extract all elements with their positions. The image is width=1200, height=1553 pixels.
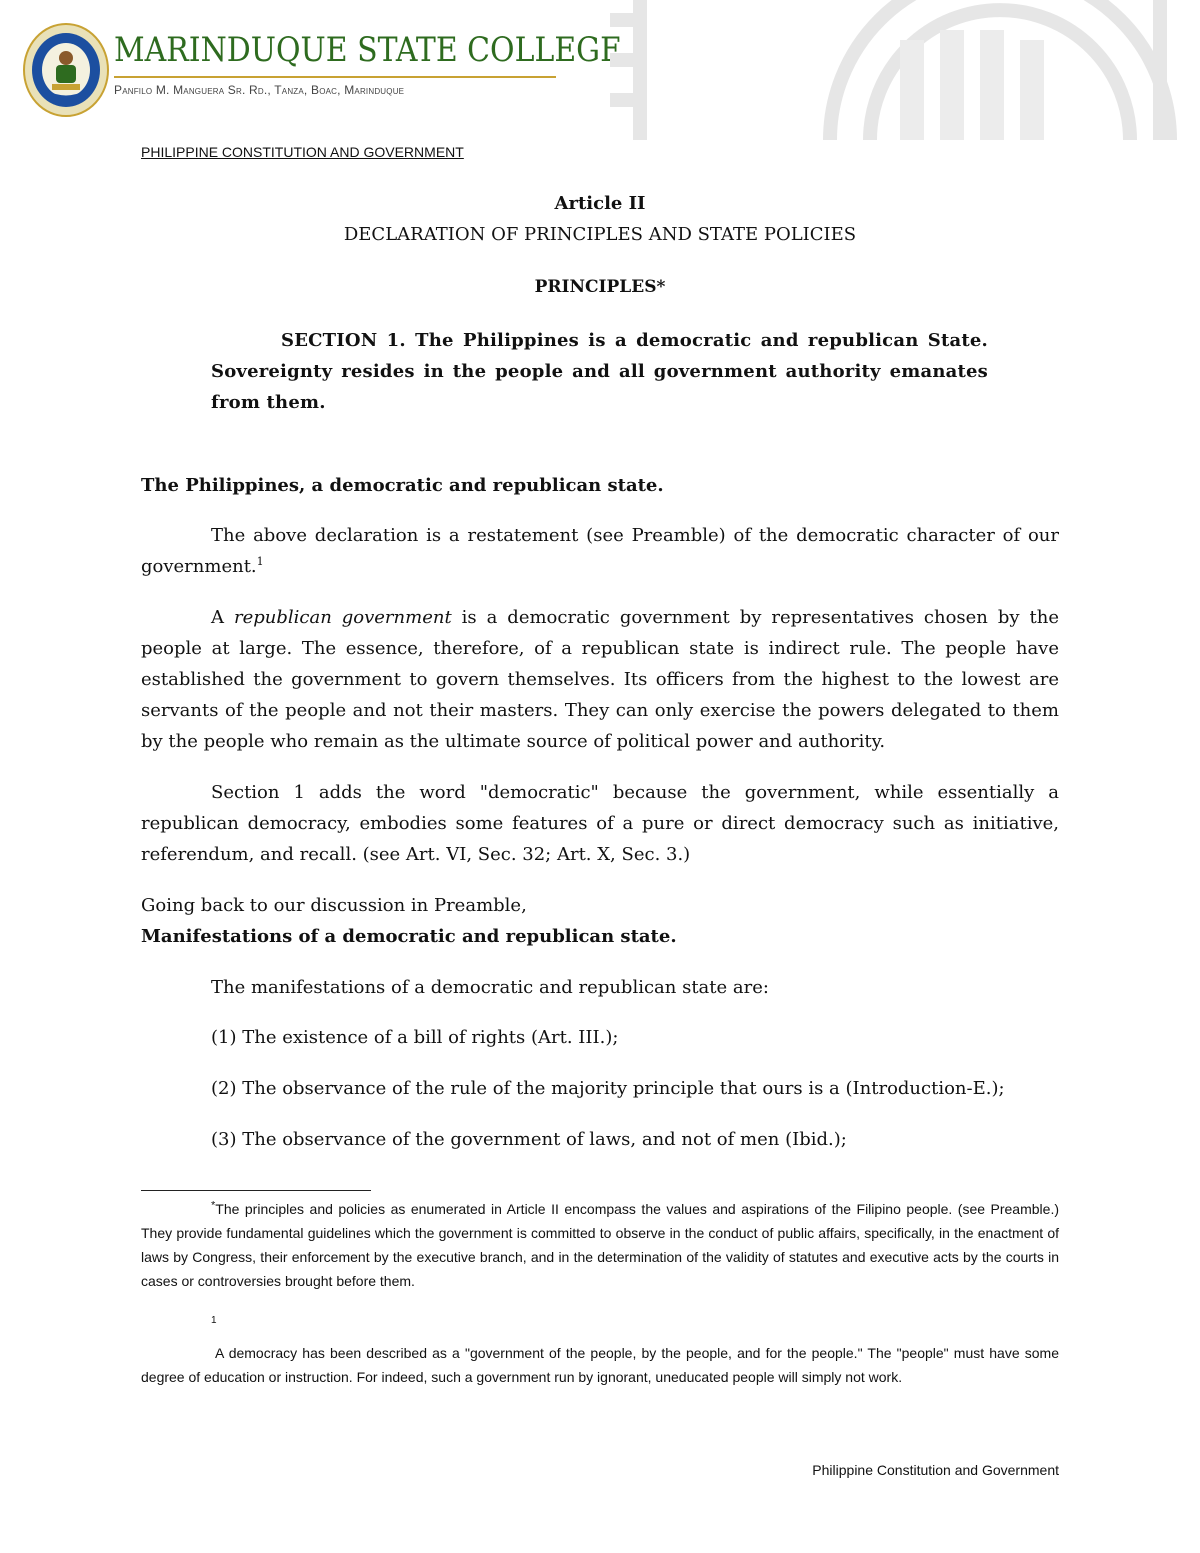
manifestation-item: (2) The observance of the rule of the majority principle that ours is a (Introduction-E.); (211, 1078, 1005, 1099)
paragraph-lead: A (211, 607, 234, 628)
going-back-text: Going back to our discussion in Preamble, (141, 895, 527, 916)
article-number: Article II (554, 193, 646, 214)
course-title: PHILIPPINE CONSTITUTION AND GOVERNMENT (141, 144, 464, 160)
paragraph-republican-government (141, 602, 1059, 757)
article-subtitle: PRINCIPLES* (534, 277, 666, 297)
footnote-1-text: A democracy has been described as a "government of the people, by the people, and for the people." The "people" must have some degree of education or instruction. For indeed, such a government run by ignorant, uneducated people will simply not work. (141, 1345, 1059, 1385)
paragraph-restatement (141, 520, 1059, 582)
manifestation-item: (1) The existence of a bill of rights (Art. III.); (211, 1027, 619, 1048)
term-republican-government: republican government (233, 607, 452, 628)
manifestations-intro: The manifestations of a democratic and republican state are: (211, 977, 769, 998)
section-1-text: SECTION 1. The Philippines is a democratic and republican State. Sovereignty resides in the people and all government authority emanates from them. (211, 330, 988, 413)
manifestation-item: (3) The observance of the government of laws, and not of men (Ibid.); (211, 1129, 847, 1150)
article-title: DECLARATION OF PRINCIPLES AND STATE POLICIES (343, 224, 857, 245)
header-divider (114, 76, 556, 78)
footnote-1-mark: 1 (211, 1315, 217, 1326)
footnote-star-text: The principles and policies as enumerated in Article II encompass the values and aspirations of the Filipino people. (see Preamble.) They provide fundamental guidelines which the government is committed to observe in the conduct of public affairs, specifically, in the enactment of laws by Congress, their enforcement by the executive branch, and in the determination of the validity of statutes and executive acts by the courts in cases or controversies brought before them. (141, 1201, 1059, 1289)
footnote-star-mark: * (211, 1199, 216, 1212)
heading-democratic-republican: The Philippines, a democratic and republican state. (141, 475, 664, 496)
footnote-ref-1: 1 (256, 555, 264, 568)
page-footer: Philippine Constitution and Government (812, 1462, 1059, 1478)
paragraph-section-1-democratic: Section 1 adds the word "democratic" because the government, while essentially a republican democracy, embodies some features of a pure or direct democracy such as initiative, referendum, and recall. (see Art. VI, Sec. 32; Art. X, Sec. 3.) (141, 782, 1059, 865)
college-seal-logo (22, 18, 110, 118)
watermark-graphic (600, 0, 1200, 140)
paragraph-rest: is a democratic government by representatives chosen by the people at large. The essence, therefore, of a republican state is indirect rule. The people have established the government to govern themselves. Its officers from the highest to the lowest are servants of the people and not their masters. They can only exercise the powers delegated to them by the people who remain as the ultimate source of political power and authority. (141, 607, 1059, 752)
paragraph-restatement-text: The above declaration is a restatement (see Preamble) of the democratic character of our government. (141, 525, 1059, 577)
college-address: Panfilo M. Manguera Sr. Rd., Tanza, Boac, Marinduque (114, 83, 405, 97)
footnote-separator (141, 1190, 371, 1191)
heading-manifestations: Manifestations of a democratic and republican state. (141, 926, 677, 947)
college-name: MARINDUQUE STATE COLLEGE (114, 30, 622, 70)
footnote-star (141, 1197, 1059, 1293)
